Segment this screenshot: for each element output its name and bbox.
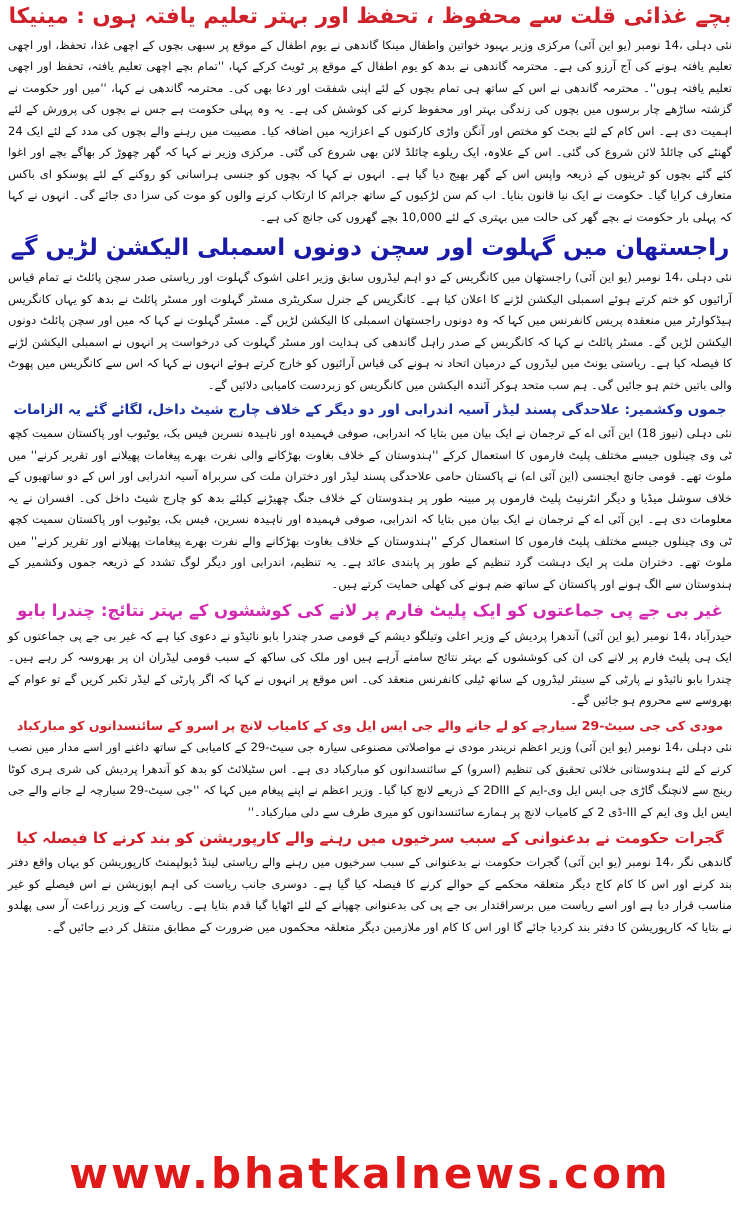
article-headline: بچے غذائی قلت سے محفوظ ، تحفظ اور بہتر تعلیم یافتہ ہوں : مینیکا: [8, 4, 732, 29]
article-headline: راجستھان میں گہلوت اور سچن دونوں اسمبلی الیکشن لڑیں گے: [10, 235, 730, 262]
article-body: نئی دہلی ،14 نومبر (یو این آئی) راجستھان میں کانگریس کے دو اہم لیڈروں سابق وزیر اعلی اشوک گہلوت اور ریاستی صدر سچن پائلٹ نے تمام قیاس آرائیوں کو ختم کرتے ہوئے اسمبلی الیکشن لڑنے کا اعلان کیا ہے۔ کانگریس کے جنرل سکریٹری مسٹر گہلوت اور مسٹر پائلٹ نے بدھ کو یہاں کانگریس ہیڈکوارٹر میں منعقدہ پریس کانفرنس میں کہا کہ وہ دونوں راجستھان اسمبلی کا الیکشن لڑیں گے۔ مسٹر گہلوت نے کہا کہ میں اور سچن پائلٹ دونوں الیکشن لڑیں گے۔ مسٹر پائلٹ نے کہا کہ کانگریس کے صدر راہل گاندھی کی ہدایت اور مسٹر گہلوت کی درخواست پر انہوں نے اسمبلی الیکشن لڑنے کا فیصلہ کیا ہے۔ ریاستی یونٹ میں لیڈروں کے درمیان اتحاد نہ ہونے کی قیاس آرائیوں کو خارج کرتے ہوئے انہوں نے کہا کہ اس سے کانگریس میں پھوٹ والی باتیں ختم ہو جائیں گی۔ ہم سب متحد ہوکر آئندہ الیکشن میں کانگریس کو زبردست کامیابی دلائیں گے۔: [8, 270, 733, 392]
article-body: نئی دہلی ،14 نومبر (یو این آئی) مرکزی وزیر بہبود خواتین واطفال مینکا گاندھی نے یوم اطفال کے موقع پر سبھی بچوں کے اچھی غذا، تحفظ، اور اچھی تعلیم یافتہ ہونے کی آج آرزو کی ہے۔ محترمہ گاندھی نے بدھ کو یوم اطفال کے موقع پر ٹویٹ کرکے کہا، ''تمام بچے اچھی تعلیم یافتہ، تحفظ اور اچھی تعلیم یافتہ ہوں''۔ محترمہ گاندھی نے اس کے ساتھ ہی تمام بچوں کے لئے اپنی شفقت اور دعا بھی کی۔ محترمہ گاندھی نے کہا، ''میں اور حکومت نے گزشتہ ساڑھے چار برسوں میں بچوں کی زندگی بہتر اور محفوظ کرنے کی کوشش کی ہے۔ یہ وہ پہلی حکومت ہے جس نے بچوں کی پرورش کے لئے اہمیت دی ہے۔ اس کام کے لئے بجٹ کو مختص اور آنگن واڑی کارکنوں کے اعزازیہ میں اضافہ کیا۔ مصیبت میں رہنے والے بچوں کی مدد کے لئے ایک 24 گھنٹے کی چائلڈ لائن شروع کی گئی۔ اس کے علاوہ، ایک ریلوے چائلڈ لائن بھی شروع کی گئی۔ مرکزی وزیر نے کہا کہ گھر چھوڑ کر بھاگے بچے اور اغوا کئے گئے بچوں کو ٹرینوں کے ذریعہ واپس اس کے گھر بھیج دیا گیا ہے۔ انہوں نے کہا کہ بچوں کو جنسی ہراسانی کو روکنے کے لئے پوسکو ای باکس متعارف کرایا گیا۔ حکومت نے ایک نیا قانون بنایا۔ اب کم سن لڑکیوں کے ساتھ جرائم کا ارتکاب کرنے والوں کو موت کی سزا دی جائے گی۔ انہوں نے کہا کہ پہلی بار حکومت نے بچے گھر کی حالت میں بہتری کے لئے 10,000 بچے گھروں کی جانچ کی ہے۔: [8, 37, 732, 224]
article-headline: جموں وکشمیر: علاحدگی پسند لیڈر آسیہ اندرابی اور دو دیگر کے خلاف چارج شیٹ داخل، لگائے گئے یہ الزامات: [13, 402, 727, 419]
article-body: حیدرآباد ،14 نومبر (یو این آئی) آندھرا پردیش کے وزیر اعلی وتیلگو دیشم کے قومی صدر چندرا بابو نائیڈو نے دعوی کیا ہے کہ غیر بی جے پی جماعتوں کو ایک ہی پلیٹ فارم پر لانے کی ان کی کوششوں کے بہتر نتائج سامنے آرہے ہیں اور ملک کی ساکھ کے سبب قومی لیڈران ان پر بھروسہ کر رہے ہیں۔ چندرا بابو نائیڈو نے پارٹی کے سینئر لیڈروں کے ساتھ ٹیلی کانفرنس منعقد کی۔ اس موقع پر انہوں نے کہا کہ اگر پارٹی کے لیڈر تکبر کریں گے تو عوام کے بھروسے سے محروم ہو جائیں گے۔: [8, 628, 733, 708]
article-headline: غیر بی جے پی جماعتوں کو ایک پلیٹ فارم پر لانے کی کوششوں کے بہتر نتائج: چندرا بابو: [17, 601, 723, 620]
article-body: نئی دہلی ،14 نومبر (یو این آئی) وزیر اعظم نریندر مودی نے مواصلاتی مصنوعی سیارہ جی سیٹ-29 کے کامیابی کے ساتھ داغنے اور اسے مدار میں نصب کرنے کے لئے ہندوستانی خلائی تحقیق کی تنظیم (اسرو) کے سائنسدانوں کو مبارکباد دی ہے۔ اس سٹیلائٹ کو بدھ کو آندھرا پردیش کی شری ہری کوٹا رینج سے لانچنگ گاڑی جی ایس ایل وی-ایم کے 2DIII کے ذریعے لانچ کیا گیا۔ وزیر اعظم نے اپنے پیغام میں کہا کہ ''جی سیٹ-29 سیارچہ لے جانے والے جی ایس ایل وی ایم کے III-ڈی 2 کے کامیاب لانچ پر ہمارے سائنسدانوں کو میری طرف سے دلی مبارکباد۔'': [8, 740, 732, 819]
article-malnutrition: [8, 4, 732, 228]
article-body: گاندھی نگر ،14 نومبر (یو این آئی) گجرات حکومت نے بدعنوانی کے سبب سرخیوں میں رہنے والے ریاستی لینڈ ڈیولپمنٹ کارپوریشن کو یہاں واقع دفتر بند کرنے اور اس کا کام کاج دیگر متعلقہ محکمے کے حوالے کرنے کا فیصلہ کیا گیا ہے۔ دوسری جانب ریاست کی اہم اپوزیشن نے اس فیصلے کو غیر مناسب قرار دیا ہے اور اسے ریاست میں برسراقتدار بی جے پی کی بدعنوانی چھپانے کے لئے اٹھایا گیا قدم بتایا ہے۔ ریاست کے وزیر زراعت آر سی پھلدو نے بتایا کہ کارپوریشن کا دفتر بند کردیا جائے گا اور اس کا کام اور ملازمین دیگر متعلقہ محکموں میں ضرورت کے مطابق منتقل کر دیے جائیں گے۔: [8, 855, 732, 934]
article-body: نئی دہلی (نیوز 18) این آئی اے کے ترجمان نے ایک بیان میں بتایا کہ اندرابی، صوفی فہمیدہ اور ناہیدہ نسرین فیس بک، یوٹیوب اور پاکستان سمیت کچھ ٹی وی چینلوں جیسے مختلف پلیٹ فارموں کا استعمال کرکے ''ہندوستان کے خلاف بغاوت بھڑکانے والی نفرت بھرے پیغامات پھیلانے اور تقریر کرنے'' میں ملوث تھے۔ قومی جانچ ایجنسی (این آئی اے) نے پاکستان حامی علاحدگی پسند لیڈر اور دختران ملت کی سربراہ آسیہ اندرابی اور اس کے دو ساتھیوں کے خلاف سوشل میڈیا و دیگر انٹرنیٹ پلیٹ فارموں پر مبینہ طور پر ہندوستان کے خلاف جنگ چھیڑنے کیلئے بدھ کو چارج شیٹ داخل کی۔ افسران نے یہ معلومات دی ہے۔ این آئی اے کے ترجمان نے ایک بیان میں بتایا کہ اندرابی، صوفی فہمیدہ اور ناہیدہ نسرین، فیس بک، یوٹیوب اور پاکستان سمیت کچھ ٹی وی چینلوں جیسے مختلف پلیٹ فارموں کا استعمال کرکے ''ہندوستان کے خلاف بغاوت بھڑکانے والے نفرت بھرے پیغامات پھیلانے اور تقریر کرنے'' میں ملوث تھے۔ دختران ملت پر ایک دہشت گرد تنظیم کے طور پر پابندی عائد ہے۔ یہ تنظیم، اندرابی اور دیگر لوگ تشدد کے ذریعہ جموں وکشمیر کے ہندوستان سے الگ ہونے اور پاکستان کے ساتھ ضم ہونے کی کھلی حمایت کرتے ہیں۔: [8, 426, 732, 591]
site-url-footer[interactable]: www.bhatkalnews.com: [69, 1149, 671, 1198]
article-isro: [8, 718, 732, 824]
article-headline: گجرات حکومت نے بدعنوانی کے سبب سرخیوں میں رہنے والے کارپوریشن کو بند کرنے کا فیصلہ کیا: [16, 829, 724, 848]
article-chandrababu: [8, 601, 732, 712]
article-gujarat: [8, 829, 732, 938]
article-rajasthan: [8, 234, 732, 396]
article-headline: مودی کی جی سیٹ-29 سیارچے کو لے جانے والے جی ایس ایل وی کے کامیاب لانچ پر اسرو کے سائنسدانوں کو مبارکباد: [16, 717, 724, 733]
article-kashmir: [8, 402, 732, 595]
